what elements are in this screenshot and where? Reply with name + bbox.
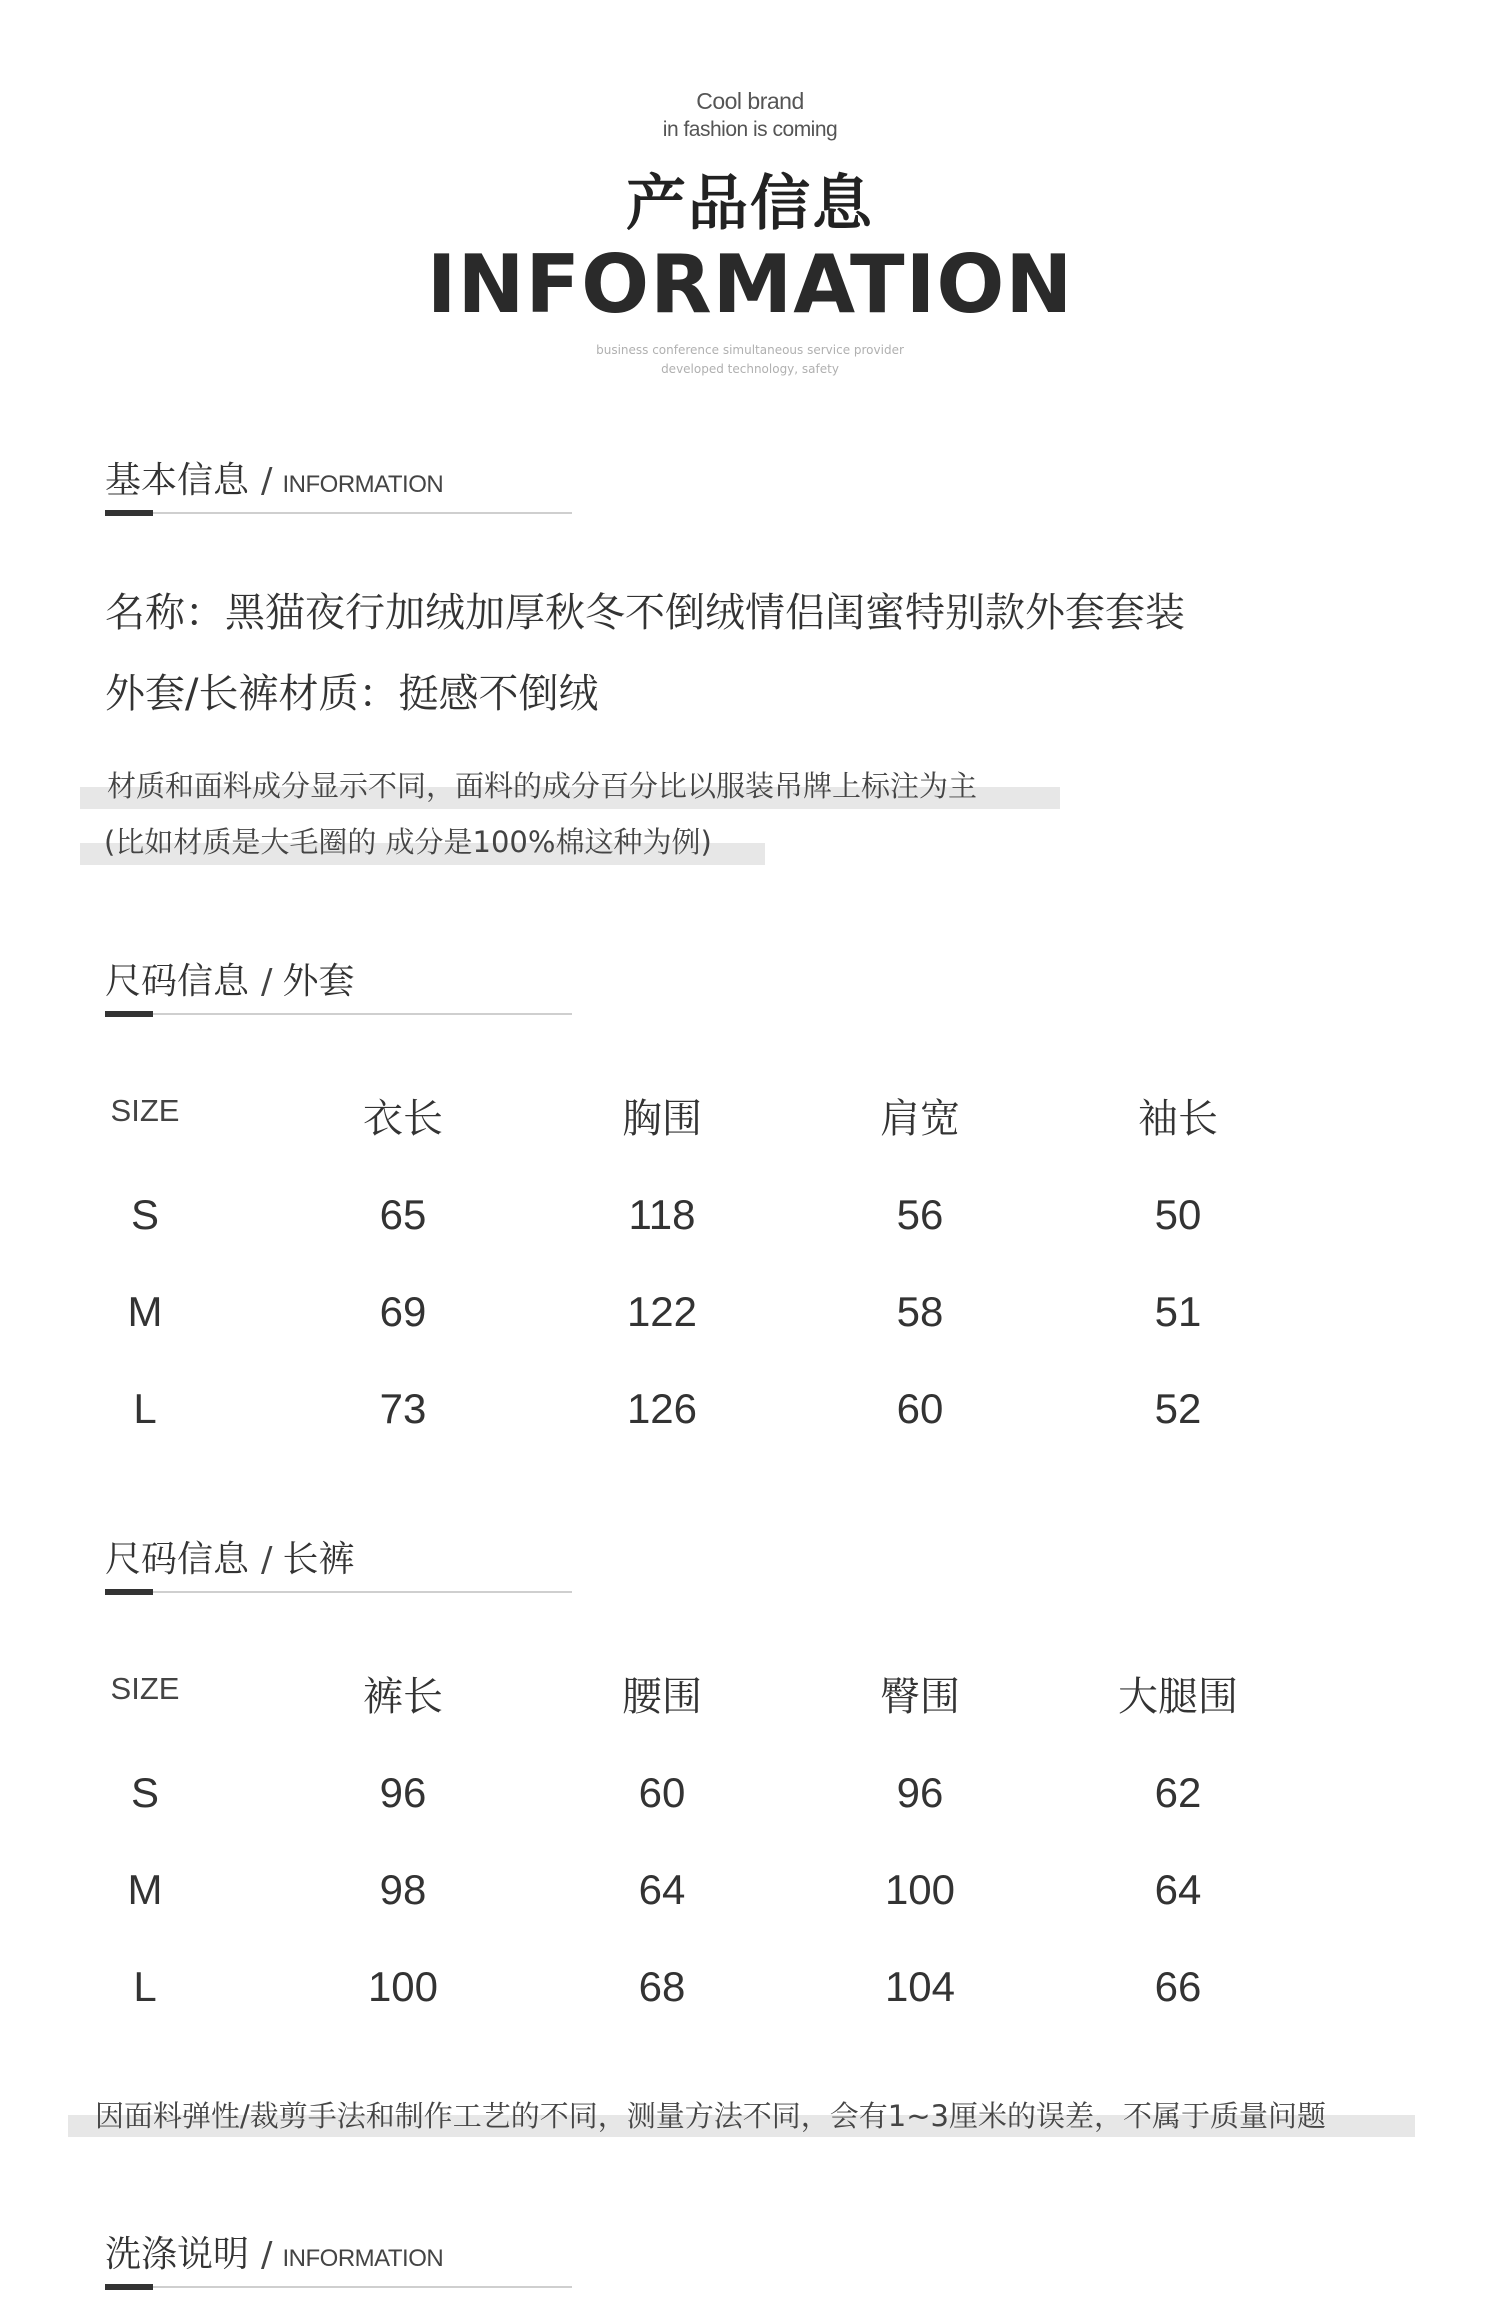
table-cell: 69 [379, 1288, 427, 1335]
material-note-1: 材质和面料成分显示不同，面料的成分百分比以服装吊牌上标注为主 [107, 769, 978, 803]
product-name: 名称：黑猫夜行加绒加厚秋冬不倒绒情侣闺蜜特别款外套套装 [105, 590, 1185, 636]
section-underline-accent [105, 2284, 153, 2290]
table-header-cell: 裤长 [363, 1674, 443, 1720]
table-cell: 65 [379, 1191, 427, 1238]
table-cell: 60 [638, 1769, 686, 1816]
section-slash: / [261, 962, 273, 1002]
table-cell-size: S [130, 1191, 159, 1238]
table-cell: 126 [626, 1385, 698, 1432]
table-cell: 64 [1154, 1866, 1202, 1913]
table-cell: 60 [896, 1385, 944, 1432]
table-cell: 62 [1154, 1769, 1202, 1816]
table-cell: 100 [367, 1963, 439, 2010]
table-header-cell: 臀围 [880, 1674, 960, 1720]
table-cell: 52 [1154, 1385, 1202, 1432]
table-cell: 96 [896, 1769, 944, 1816]
table-cell: 58 [896, 1288, 944, 1335]
table-cell: 64 [638, 1866, 686, 1913]
section-subtitle: INFORMATION [282, 2245, 444, 2272]
page-title-cn: 产品信息 [626, 169, 874, 239]
table-cell: 122 [626, 1288, 698, 1335]
section-title: 基本信息 [105, 460, 250, 501]
table-cell: 104 [884, 1963, 956, 2010]
page-title-en: INFORMATION [426, 238, 1074, 331]
table-cell: 96 [379, 1769, 427, 1816]
table-cell: 98 [379, 1866, 427, 1913]
table-cell: 66 [1154, 1963, 1202, 2010]
table-cell: 51 [1154, 1288, 1202, 1335]
table-cell-size: S [130, 1769, 159, 1816]
section-underline-accent [105, 1589, 153, 1595]
table-header-cell: 腰围 [622, 1674, 702, 1720]
section-title: 尺码信息 [105, 961, 250, 1002]
brand-line-1: Cool brand [696, 88, 804, 114]
section-title: 尺码信息 [105, 1539, 250, 1580]
table-header-cell: 胸围 [622, 1096, 702, 1142]
section-subtitle: INFORMATION [282, 471, 444, 498]
section-underline [105, 512, 572, 514]
section-header-wash [105, 2226, 443, 2277]
section-underline-accent [105, 510, 153, 516]
section-title: 洗涤说明 [105, 2234, 250, 2275]
section-underline [105, 2286, 572, 2288]
table-cell: 68 [638, 1963, 686, 2010]
product-material: 外套/长裤材质：挺感不倒绒 [105, 671, 599, 717]
brand-line-2: in fashion is coming [662, 118, 838, 141]
section-slash: / [261, 461, 273, 501]
table-header-cell: SIZE [110, 1671, 180, 1706]
section-slash: / [261, 2235, 273, 2275]
table-cell-size: L [133, 1963, 157, 2010]
section-header-basic [105, 452, 443, 503]
table-cell: 118 [628, 1191, 696, 1238]
table-cell: 56 [896, 1191, 944, 1238]
measurement-note: 因面料弹性/裁剪手法和制作工艺的不同，测量方法不同，会有1~3厘米的误差，不属于质量问题 [95, 2099, 1326, 2133]
section-subtitle: 外套 [282, 961, 355, 1002]
table-header-cell: 大腿围 [1118, 1674, 1238, 1720]
table-cell: 50 [1154, 1191, 1202, 1238]
tagline-2: developed technology, safety [661, 362, 839, 376]
section-underline [105, 1013, 572, 1015]
section-subtitle: 长裤 [282, 1539, 355, 1580]
tagline-1: business conference simultaneous service provider [596, 343, 904, 357]
table-header-cell: 肩宽 [880, 1096, 960, 1142]
section-slash: / [261, 1540, 273, 1580]
table-header-cell: 衣长 [363, 1096, 443, 1142]
section-header-pants [105, 1531, 355, 1582]
table-cell: 100 [884, 1866, 956, 1913]
section-underline-accent [105, 1011, 153, 1017]
table-cell-size: L [133, 1385, 157, 1432]
table-header-cell: 袖长 [1138, 1096, 1218, 1142]
table-cell-size: M [127, 1288, 163, 1335]
table-header-cell: SIZE [110, 1093, 180, 1128]
material-note-2: (比如材质是大毛圈的 成分是100%棉这种为例) [104, 825, 712, 859]
section-header-jacket [105, 953, 355, 1004]
section-underline [105, 1591, 572, 1593]
table-cell-size: M [127, 1866, 163, 1913]
table-cell: 73 [379, 1385, 427, 1432]
